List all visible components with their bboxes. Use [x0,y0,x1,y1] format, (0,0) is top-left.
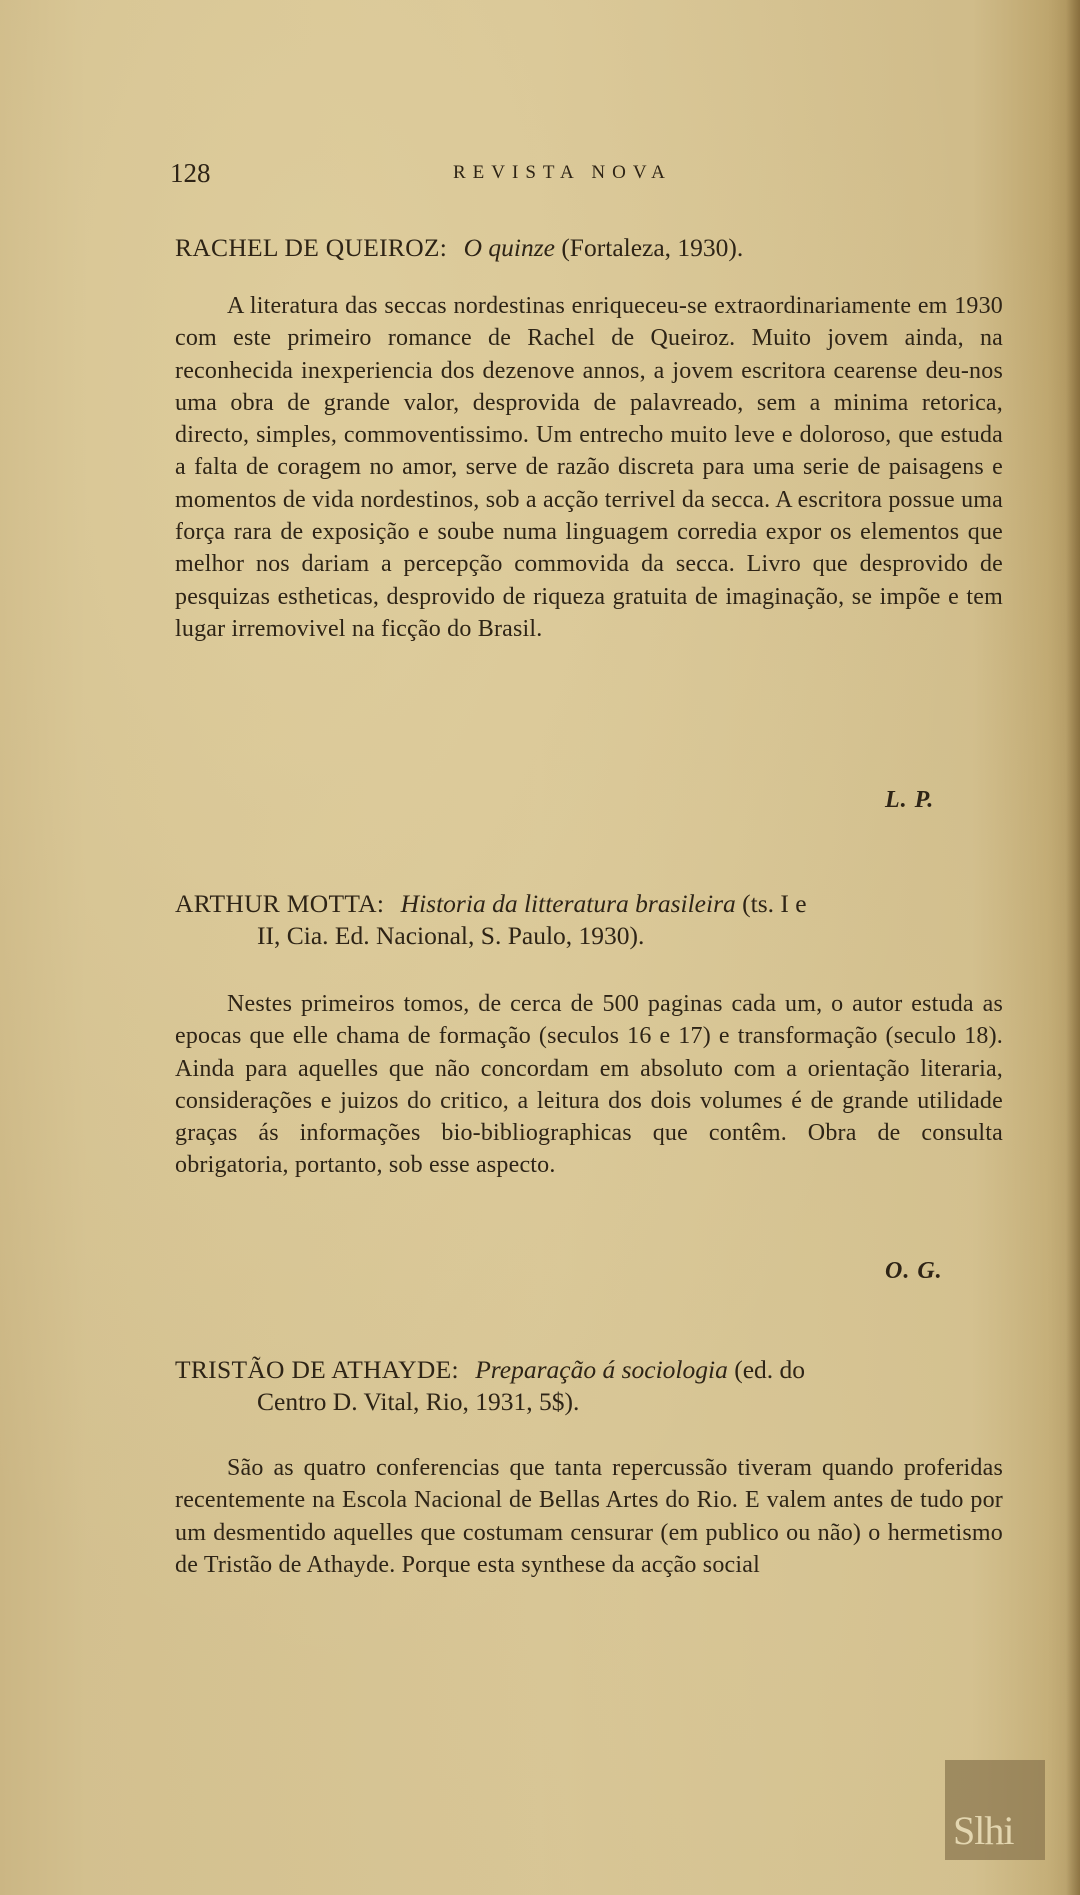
page-edge-shadow [1066,0,1080,1895]
review-author: RACHEL DE QUEIROZ: [175,233,448,262]
reviewer-initials: O. G. [885,1258,943,1284]
review-body [175,290,1003,645]
review-author: ARTHUR MOTTA: [175,889,385,918]
running-head [170,158,890,194]
review-body-text: Nestes primeiros tomos, de cerca de 500 paginas cada um, o autor estuda as epocas que elle chama de formação (seculos 16 e 17) e transformação (seculo 18). Ainda para aquelles que não concordam em absoluto com a orientação literaria, considerações e juizos do critico, a leitura dos dois volumes é de grande utilidade graças ás informações bio-bibliographicas que contêm. Obra de consulta obrigatoria, portanto, sob esse aspecto. [175,991,1003,1179]
review-publication-details-continued: II, Cia. Ed. Nacional, S. Paulo, 1930). [257,921,645,950]
review-heading [175,232,1005,264]
review-book-title: O quinze [463,233,555,262]
review-publication-details: (ts. I e [742,889,807,918]
reviewer-initials: L. P. [885,787,935,813]
review-body [175,1452,1003,1581]
watermark-logo-text: Slhi [953,1808,1014,1853]
review-publication-details: (Fortaleza, 1930). [561,233,744,262]
review-book-title: Historia da litteratura brasileira [400,889,736,918]
review-body [175,988,1003,1182]
page-number: 128 [170,158,211,188]
review-heading [175,1354,1005,1418]
review-publication-details: (ed. do [734,1355,806,1384]
review-author: TRISTÃO DE ATHAYDE: [175,1355,459,1384]
review-body-text: A literatura das seccas nordestinas enriqueceu-se extraordinariamente em 1930 com este primeiro romance de Rachel de Queiroz. Muito jovem ainda, na reconhecida inexperiencia dos dezenove annos, a jovem escritora cearense deu-nos uma obra de grande valor, desprovida de palavreado, sem a minima retorica, directo, simples, commoventissimo. Um entrecho muito leve e doloroso, que estuda a falta de coragem no amor, serve de razão discreta para uma serie de paisagens e momentos de vida nordestinos, sob a acção terrivel da secca. A escritora possue uma força rara de exposição e soube numa linguagem corredia expor os elementos que melhor nos dariam a percepção commovida da secca. Livro que desprovido de pesquizas estheticas, desprovido de riqueza gratuita de imaginação, se impõe e tem lugar irremovivel na ficção do Brasil. [175,293,1003,642]
library-watermark-logo [945,1760,1045,1860]
review-body-text: São as quatro conferencias que tanta repercussão tiveram quando proferidas recentemente na Escola Nacional de Bellas Artes do Rio. E valem antes de tudo por um desmentido aquelles que costumam censurar (em publico ou não) o hermetismo de Tristão de Athayde. Porque esta synthese da acção social [175,1455,1003,1578]
review-publication-details-continued: Centro D. Vital, Rio, 1931, 5$). [257,1387,580,1416]
journal-title: REVISTA NOVA [453,162,672,183]
review-heading [175,888,1005,952]
review-book-title: Preparação á sociologia [475,1355,728,1384]
